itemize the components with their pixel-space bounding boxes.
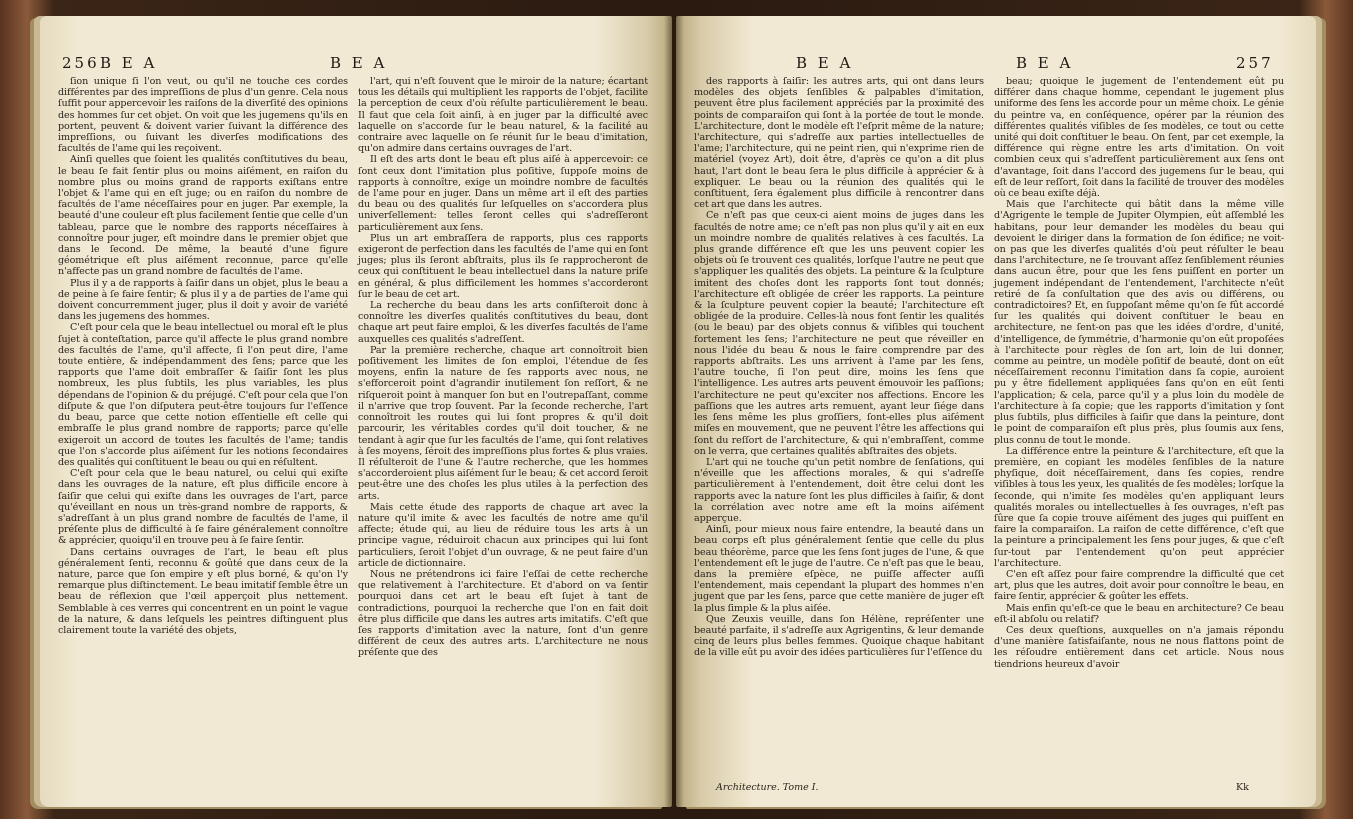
paragraph: Ainſi quelles que ſoient les qualités conſtitutives du beau, le beau ſe fait ſentir plus ou moins aiſément, en raiſon du nombre plus ou moins grand de rapports exiſtans entre l'objet & l'ame qui en eſt juge; ou en raiſon du nombre de facultés de l'ame néceſſaires pour en juger. Par exemple, la beauté d'une couleur eſt plus facilement ſentie que celle d'un tableau, parce que le nombre des rapports néceſſaires à connoître pour juger, eſt moindre dans le premier objet que dans le ſecond. De même, la beauté d'une figure géométrique eſt plus aiſément reconnue, parce qu'elle n'affecte pas un grand nombre de facultés de l'ame.: [58, 154, 348, 278]
running-head-right: B E A: [1016, 54, 1074, 72]
paragraph: Nous ne prétendrons ici faire l'eſſai de cette recherche que relativement à l'architecture. Et d'abord on va ſentir pourquoi dans cet art le beau eſt ſujet à tant de contradictions, pourquoi la recherche que l'on en fait doit être plus difficile que dans les autres arts imitatifs. C'eſt que ſes rapports d'imitation avec la nature, ſont d'un genre différent de ceux des autres arts. L'architecture ne nous préſente que des: [358, 568, 648, 659]
right-page-header: [676, 50, 1316, 76]
paragraph: L'art qui ne touche qu'un petit nombre de ſenſations, qui n'éveille que les affections morales, & qui s'adreſſe particulièrement à l'entendement, doit être celui dont les rapports avec la nature ſont les plus difficiles à ſaiſir, & dont la corrélation avec notre ame eſt la moins aiſément apperçue.: [694, 456, 984, 524]
book-gutter: [664, 14, 684, 809]
paragraph: ſion unique ſi l'on veut, ou qu'il ne touche ces cordes différentes par des impreſſions de plus d'un genre. Cela nous ſuffit pour appercevoir les raiſons de la diverſité des opinions des hommes ſur cet objet. On voit que les jugemens qu'ils en portent, peuvent & doivent varier ſuivant la différence des impreſſions, ou ſuivant les diverſes modifications des facultés de l'ame qui les reçoivent.: [58, 76, 348, 155]
paragraph: beau; quoique le jugement de l'entendement eût pu différer dans chaque homme, cependant le jugement plus uniforme des ſens les accorde pour un même choix. Le génie du peintre va, en conſéquence, opérer par la réunion des différentes qualités viſibles de ſes modèles, ce tout ou cette unité qui doit conſtituer le beau. On ſent, par cet exemple, la différence qui règne entre les arts d'imitation. On voit combien ceux qui s'adreſſent particulièrement aux ſens ont d'avantage, ſoit dans l'accord des jugemens ſur le beau, qui eſt de leur reſſort, ſoit dans la facilité de trouver des modèles où ce beau exiſte déjà.: [994, 76, 1284, 200]
running-head-right-center: B E A: [796, 54, 854, 72]
paragraph: Par la première recherche, chaque art connoîtroit bien poſitivement les limites de ſon emploi, l'étendue de ſes moyens, enfin la nature de ſes rapports avec nous, ne s'efforceroit point d'agrandir inutilement ſon reſſort, & ne riſqueroit point à manquer ſon but en l'outrepaſſant, comme il n'arrive que trop ſouvent. Par la ſeconde recherche, l'art connoîtroit les routes qui lui ſont propres & qu'il doit parcourir, les véritables cordes qu'il doit toucher, & ne tendant à agir que ſur les facultés de l'ame, qui ſont relatives à ſes moyens, ſéroit des impreſſions plus fortes & plus vraies. Il réſulteroit de l'une & l'autre recherche, que les hommes s'accorderoient plus aiſément ſur le beau; & cet accord ſeroit peut-être une des choſes les plus utiles à la perfection des arts.: [358, 344, 648, 502]
page-number-right: 257: [1236, 54, 1274, 72]
running-head-center: B E A: [330, 54, 388, 72]
paragraph: Mais que l'architecte qui bâtit dans la même ville d'Agrigente le temple de Jupiter Olympien, eût aſſemblé les habitans, pour leur demander les modèles du beau qui devoient le diriger dans la formation de ſon édifice; ne voit-on pas que les diverſes qualités d'où peut réſulter le beau dans l'architecture, ne ſe trouvant aſſez ſenſiblement réunies dans aucun être, pour que les ſens puiſſent en porter un jugement indépendant de l'entendement, l'architecte n'eût retiré de ſa conſultation que des avis ou différens, ou contradictoires? Et, en ſuppoſant même qu'on ſe fût accordé ſur les qualités qui doivent conſtituer le beau en architecture, ne ſent-on pas que les idées d'ordre, d'unité, d'intelligence, de ſymmétrie, d'harmonie qu'on eût propoſées à l'architecte pour règles de ſon art, loin de lui donner, comme au peintre, un modèle poſitif de beauté, dont on eût néceſſairement reconnu l'imitation dans ſa copie, auroient pu y être fidellement appliquées ſans qu'on en eût ſenti l'application; & cela, parce qu'il y a plus loin du modèle de l'architecture à ſa copie; que les rapports d'imitation y ſont plus ſubtils, plus difficiles à ſaiſir que dans la peinture, dont le point de comparaiſon eſt plus près, plus ſoumis aux ſens, plus connu de tout le monde.: [994, 199, 1284, 446]
paragraph: Ainſi, pour mieux nous faire entendre, la beauté dans un beau corps eſt plus généralement ſentie que celle du plus beau théorème, parce que les ſens ſont juges de l'une, & que l'entendement eſt le juge de l'autre. Ce n'eſt pas que le beau, dans la première eſpèce, ne puiſſe affecter auſſi l'entendement, mais cependant la plupart des hommes n'en jugent que par les ſens, parce que cette manière de juger eſt la plus ſimple & la plus aiſée.: [694, 524, 984, 614]
footer-signature-line: Architecture. Tome I.: [716, 782, 819, 793]
right-column-1: [694, 76, 984, 659]
paragraph: C'eſt pour cela que le beau intellectuel ou moral eſt le plus ſujet à conteſtation, parce qu'il affecte le plus grand nombre des facultés de l'ame, qu'il affecte, ſi l'on peut dire, l'ame toute entière, & indépendamment des ſens; parce que les rapports que l'ame doit embraſſer & ſaiſir ſont les plus nombreux, les plus ſubtils, les plus variables, les plus dépendans de l'opinion & du préjugé. C'eſt pour cela que l'on diſpute & que l'on diſputera peut-être toujours ſur l'eſſence du beau, parce que cette notion eſſentielle eſt celle qui embraſſe le plus grand nombre de rapports; parce qu'elle exigeroit un accord de toutes les facultés de l'ame; tandis que l'on s'accorde plus aiſément ſur les notions ſecondaires des qualités qui conſtituent le beau ou qui en réſultent.: [58, 322, 348, 468]
gathering-signature: Kk: [1236, 782, 1249, 793]
paragraph: Plus il y a de rapports à ſaiſir dans un objet, plus le beau a de peine à ſe faire ſentir; & plus il y a de parties de l'ame qui doivent concurremment juger, plus il doit y avoir de variété dans les jugemens des hommes.: [58, 277, 348, 323]
paragraph: C'en eſt aſſez pour faire comprendre la difficulté que cet art, plus que les autres, doit avoir pour connoître le beau, en faire ſentir, apprécier & goûter les effets.: [994, 568, 1284, 603]
left-page: [40, 16, 672, 807]
paragraph: Il eſt des arts dont le beau eſt plus aiſé à appercevoir: ce ſont ceux dont l'imitation plus poſitive, ſuppoſe moins de rapports à connoître, exige un moindre nombre de facultés de l'ame pour en juger. Dans un même art il eſt des parties du beau ou des qualités ſur leſquelles on s'accordera plus univerſellement: telles ſeront celles qui s'adreſſeront particulièrement aux ſens.: [358, 154, 648, 233]
running-head-left: B E A: [100, 54, 158, 72]
paragraph: Plus un art embraſſera de rapports, plus ces rapports exigeront de perfection dans les facultés de l'ame qui en ſont juges; plus ils ſeront abſtraits, plus ils ſe rapprocheront de ceux qui conſtituent le beau intellectuel dans la nature priſe en général, & plus difficilement les hommes s'accorderont ſur le beau de cet art.: [358, 232, 648, 300]
page-number-left: 256: [62, 54, 100, 72]
paragraph: Ce n'eſt pas que ceux-ci aient moins de juges dans les facultés de notre ame; ce n'eſt pas non plus qu'il y ait en eux un moindre nombre de qualités relatives à ces facultés. La plus grande différence eſt que les uns peuvent copier les objets où ſe trouvent ces qualités, lorſque l'autre ne peut que s'appliquer les qualités des objets. La peinture & la ſculpture imitent des choſes dont les rapports ſont tout donnés; l'architecture eſt obligée de créer les rapports. La peinture & la ſculpture peuvent copier la beauté; l'architecture eſt obligée de la produire. Celles-là nous font ſentir les qualités (ou le beau) par des objets connus & viſibles qui touchent fortement les ſens; l'architecture ne peut que réveiller en nous l'idée du beau & nous le faire comprendre par des rapports abſtraits. Les uns arrivent à l'ame par les ſens, l'autre touche, ſi l'on peut dire, moins les ſens que l'intelligence. Les autres arts peuvent émouvoir les paſſions; l'architecture ne peut qu'exciter nos affections. Encore les paſſions que les autres arts remuent, ayant leur ſiége dans les ſens même les plus groſſiers, ſont-elles plus aiſément miſes en mouvement, que ne peuvent l'être les affections qui ſont du reſſort de l'architecture, & qui n'embraſſent, comme on le verra, que certaines qualités abſtraites des objets.: [694, 210, 984, 457]
paragraph: Dans certains ouvrages de l'art, le beau eſt plus généralement ſenti, reconnu & goûté que dans ceux de la nature, parce que ſon empire y eſt plus borné, & qu'on l'y remarque plus diſtinctement. Le beau imitatif ſemble être un beau de réflexion que l'œil apperçoit plus nettement. Semblable à ces verres qui concentrent en un point le vague de la nature, & dans leſquels les peintres diſtinguent plus clairement toute la variété des objets,: [58, 546, 348, 636]
paragraph: Mais cette étude des rapports de chaque art avec la nature qu'il imite & avec les facultés de notre ame qu'il affecte; étude qui, au lieu de réduire tous les arts à un principe vague, réduiroit chacun aux principes qui lui ſont particuliers, ſeroit l'objet d'un ouvrage, & ne peut faire d'un article de dictionnaire.: [358, 501, 648, 569]
paragraph: Mais enfin qu'eſt-ce que le beau en architecture? Ce beau eſt-il abſolu ou relatif?: [994, 602, 1284, 625]
paragraph: La recherche du beau dans les arts conſiſteroit donc à connoître les diverſes qualités conſtitutives du beau, dont chaque art peut faire emploi, & les diverſes facultés de l'ame auxquelles ces qualités s'adreſſent.: [358, 300, 648, 345]
paragraph: C'eſt pour cela que le beau naturel, ou celui qui exiſte dans les ouvrages de la nature, eſt plus difficile encore à ſaiſir que celui qui exiſte dans les ouvrages de l'art, parce qu'éveillant en nous un très-grand nombre de rapports, & s'adreſſant à un plus grand nombre de facultés de l'ame, il préſente plus de difficulté à ſe faire généralement connoître & apprécier, quoiqu'il en trouve peu à ſe faire ſentir.: [58, 468, 348, 547]
left-page-header: [40, 50, 672, 76]
right-column-2: [994, 76, 1284, 670]
left-column-2: [358, 76, 648, 659]
paragraph: Ces deux queſtions, auxquelles on n'a jamais répondu d'une manière ſatisfaiſante, nous ne nous flattons point de les réſoudre entièrement dans cet article. Nous nous tiendrions heureux d'avoir: [994, 624, 1284, 670]
paragraph: l'art, qui n'eſt ſouvent que le miroir de la nature; écartant tous les détails qui multiplient les rapports de l'objet, facilite la perception de ceux d'où réſulte particulièrement le beau. Il faut que cela ſoit ainſi, à en juger par la difficulté avec laquelle on s'accorde ſur le beau naturel, & la facilité au contraire avec laquelle on ſe réunit ſur le beau d'imitation, qu'on admire dans certains ouvrages de l'art.: [358, 76, 648, 155]
left-column-1: [58, 76, 348, 636]
paragraph: La différence entre la peinture & l'architecture, eſt que la première, en copiant les modèles ſenſibles de la nature phyſique, doit néceſſairement, dans ſes copies, rendre viſibles à tous les yeux, les qualités de ſes modèles; lorſque la ſeconde, qui n'imite ſes modèles qu'en appliquant leurs qualités morales ou intellectuelles à ſes ouvrages, n'eſt pas ſûre que ſa copie trouve aiſément des juges qui puiſſent en faire la comparaiſon. La raiſon de cette différence, c'eſt que la peinture a principalement les ſens pour juges, & que c'eſt ſur-tout par l'entendement qu'on peut apprécier l'architecture.: [994, 445, 1284, 569]
paragraph: des rapports à ſaiſir: les autres arts, qui ont dans leurs modèles des objets ſenſibles & palpables d'imitation, peuvent être plus facilement appréciés par la proximité des points de comparaiſon qui ſont à la portée de tout le monde. L'architecture, dont le modèle eſt l'eſprit même de la nature; l'architecture, qui s'adreſſe aux parties intellectuelles de l'ame; l'architecture, qui ne peint rien, qui n'exprime rien de matériel (voyez Art), doit être, d'après ce qu'on a dit plus haut, l'art dont le beau ſera le plus difficile à apprécier & à expliquer. Le beau ou la réunion des qualités qui le conſtituent, ſera également plus difficile à rencontrer dans cet art que dans les autres.: [694, 76, 984, 211]
right-page: [676, 16, 1316, 807]
paragraph: Que Zeuxis veuille, dans ſon Hélène, repréſenter une beauté parfaite, il s'adreſſe aux Agrigentins, & leur demande cinq de leurs plus belles femmes. Quoique chaque habitant de la ville eût pu avoir des idées particulières ſur l'eſſence du: [694, 613, 984, 659]
